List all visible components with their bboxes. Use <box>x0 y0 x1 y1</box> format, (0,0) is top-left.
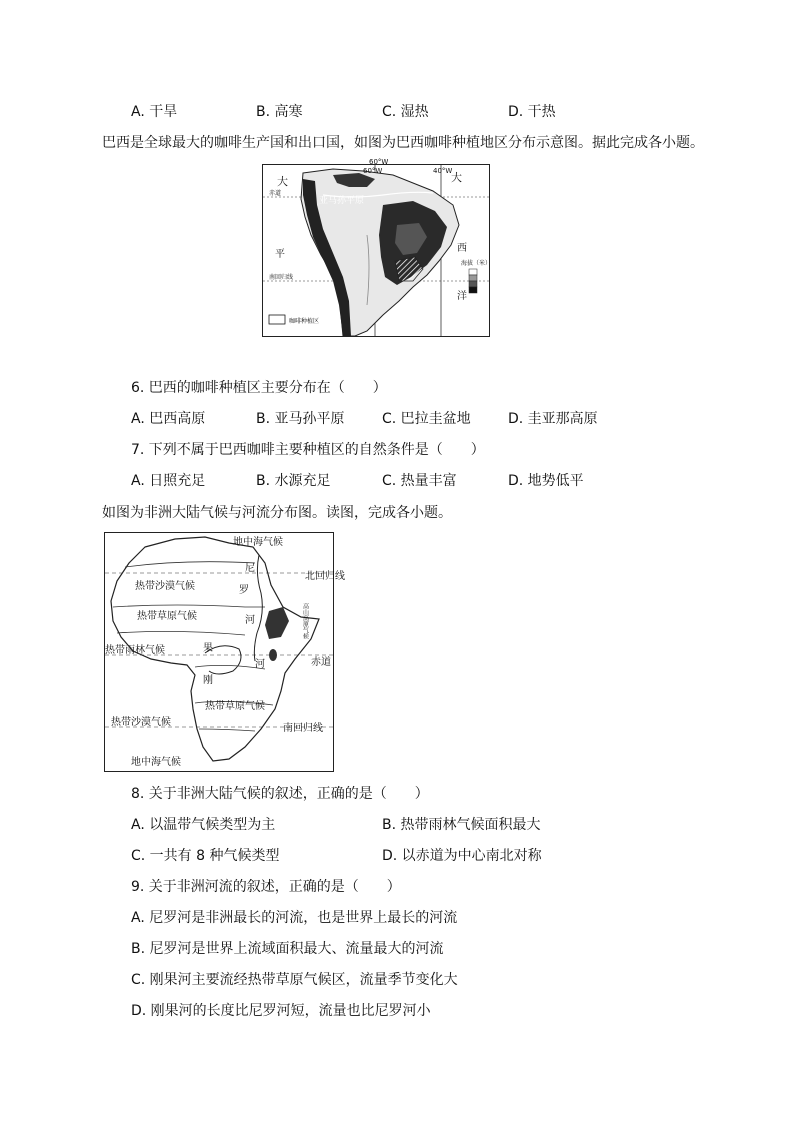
q9-option-d: D. 刚果河的长度比尼罗河短，流量也比尼罗河小 <box>131 1003 431 1019</box>
label-da-left: 大 <box>277 175 288 188</box>
q7-option-c: C. 热量丰富 <box>382 473 457 489</box>
q7-option-b: B. 水源充足 <box>256 473 331 489</box>
label-ni: 尼 <box>245 563 255 574</box>
label-he1: 河 <box>245 615 255 626</box>
label-da-right: 大 <box>451 171 462 184</box>
label-guo: 果 <box>203 643 213 654</box>
prev-option-c: C. 湿热 <box>382 104 429 120</box>
lon-label-60w-text: 60°W <box>363 167 383 175</box>
q9-option-b: B. 尼罗河是世界上流域面积最大、流量最大的河流 <box>131 941 444 957</box>
label-yang: 洋 <box>457 291 467 302</box>
label-savanna-north: 热带草原气候 <box>137 611 197 622</box>
label-tropic-capricorn: 南回归线 <box>283 723 323 734</box>
label-luo: 罗 <box>239 585 249 596</box>
africa-intro: 如图为非洲大陆气候与河流分布图。读图，完成各小题。 <box>102 505 452 521</box>
prev-option-a: A. 干旱 <box>131 104 178 120</box>
q9-option-c: C. 刚果河主要流经热带草原气候区，流量季节变化大 <box>131 972 458 988</box>
label-xi: 西 <box>457 243 467 254</box>
q8-option-d: D. 以赤道为中心南北对称 <box>382 848 542 864</box>
q6-option-d: D. 圭亚那高原 <box>508 411 598 427</box>
q6-option-a: A. 巴西高原 <box>131 411 206 427</box>
label-ping: 平 <box>275 249 285 260</box>
brazil-coffee-map <box>262 158 492 337</box>
label-highland: 高山高原气候 <box>301 603 309 639</box>
label-desert-south: 热带沙漠气候 <box>111 717 171 728</box>
label-med-north: 地中海气候 <box>233 537 283 548</box>
q6-option-c: C. 巴拉圭盆地 <box>382 411 471 427</box>
label-equator-africa: 赤道 <box>311 657 331 668</box>
label-savanna-south: 热带草原气候 <box>205 701 265 712</box>
brazil-intro: 巴西是全球最大的咖啡生产国和出口国，如图为巴西咖啡种植地区分布示意图。据此完成各小题。 <box>102 135 704 151</box>
q6-option-b: B. 亚马孙平原 <box>256 411 345 427</box>
label-gang: 刚 <box>203 675 213 686</box>
label-rainforest: 热带雨林气候 <box>105 645 165 656</box>
q6-stem: 6. 巴西的咖啡种植区主要分布在（ ） <box>131 380 387 396</box>
q8-stem: 8. 关于非洲大陆气候的叙述，正确的是（ ） <box>131 786 429 802</box>
q7-stem: 7. 下列不属于巴西咖啡主要种植区的自然条件是（ ） <box>131 442 485 458</box>
legend-coffee: 咖啡种植区 <box>289 318 320 325</box>
q9-option-a: A. 尼罗河是非洲最长的河流，也是世界上最长的河流 <box>131 910 458 926</box>
label-tropic-cancer: 北回归线 <box>305 571 345 582</box>
q8-option-c: C. 一共有 8 种气候类型 <box>131 848 280 864</box>
prev-option-d: D. 干热 <box>508 104 556 120</box>
lon-label-60w: 60°W <box>369 158 389 166</box>
q8-option-b: B. 热带雨林气候面积最大 <box>382 817 541 833</box>
prev-option-b: B. 高寒 <box>256 104 303 120</box>
label-amazon: 亚马孙平原 <box>319 196 365 206</box>
q8-option-a: A. 以温带气候类型为主 <box>131 817 276 833</box>
q7-option-a: A. 日照充足 <box>131 473 206 489</box>
legend-title: 海拔（米） <box>461 260 492 267</box>
africa-climate-map <box>104 532 345 772</box>
lon-label-40w-text: 40°W <box>433 167 453 175</box>
label-he2: 河 <box>255 659 265 670</box>
label-med-south: 地中海气候 <box>131 757 181 768</box>
q7-option-d: D. 地势低平 <box>508 473 584 489</box>
label-tropic: 南回归线 <box>269 274 294 281</box>
label-equator: 赤道 <box>269 190 282 197</box>
label-desert-north: 热带沙漠气候 <box>135 581 195 592</box>
q9-stem: 9. 关于非洲河流的叙述，正确的是（ ） <box>131 879 401 895</box>
